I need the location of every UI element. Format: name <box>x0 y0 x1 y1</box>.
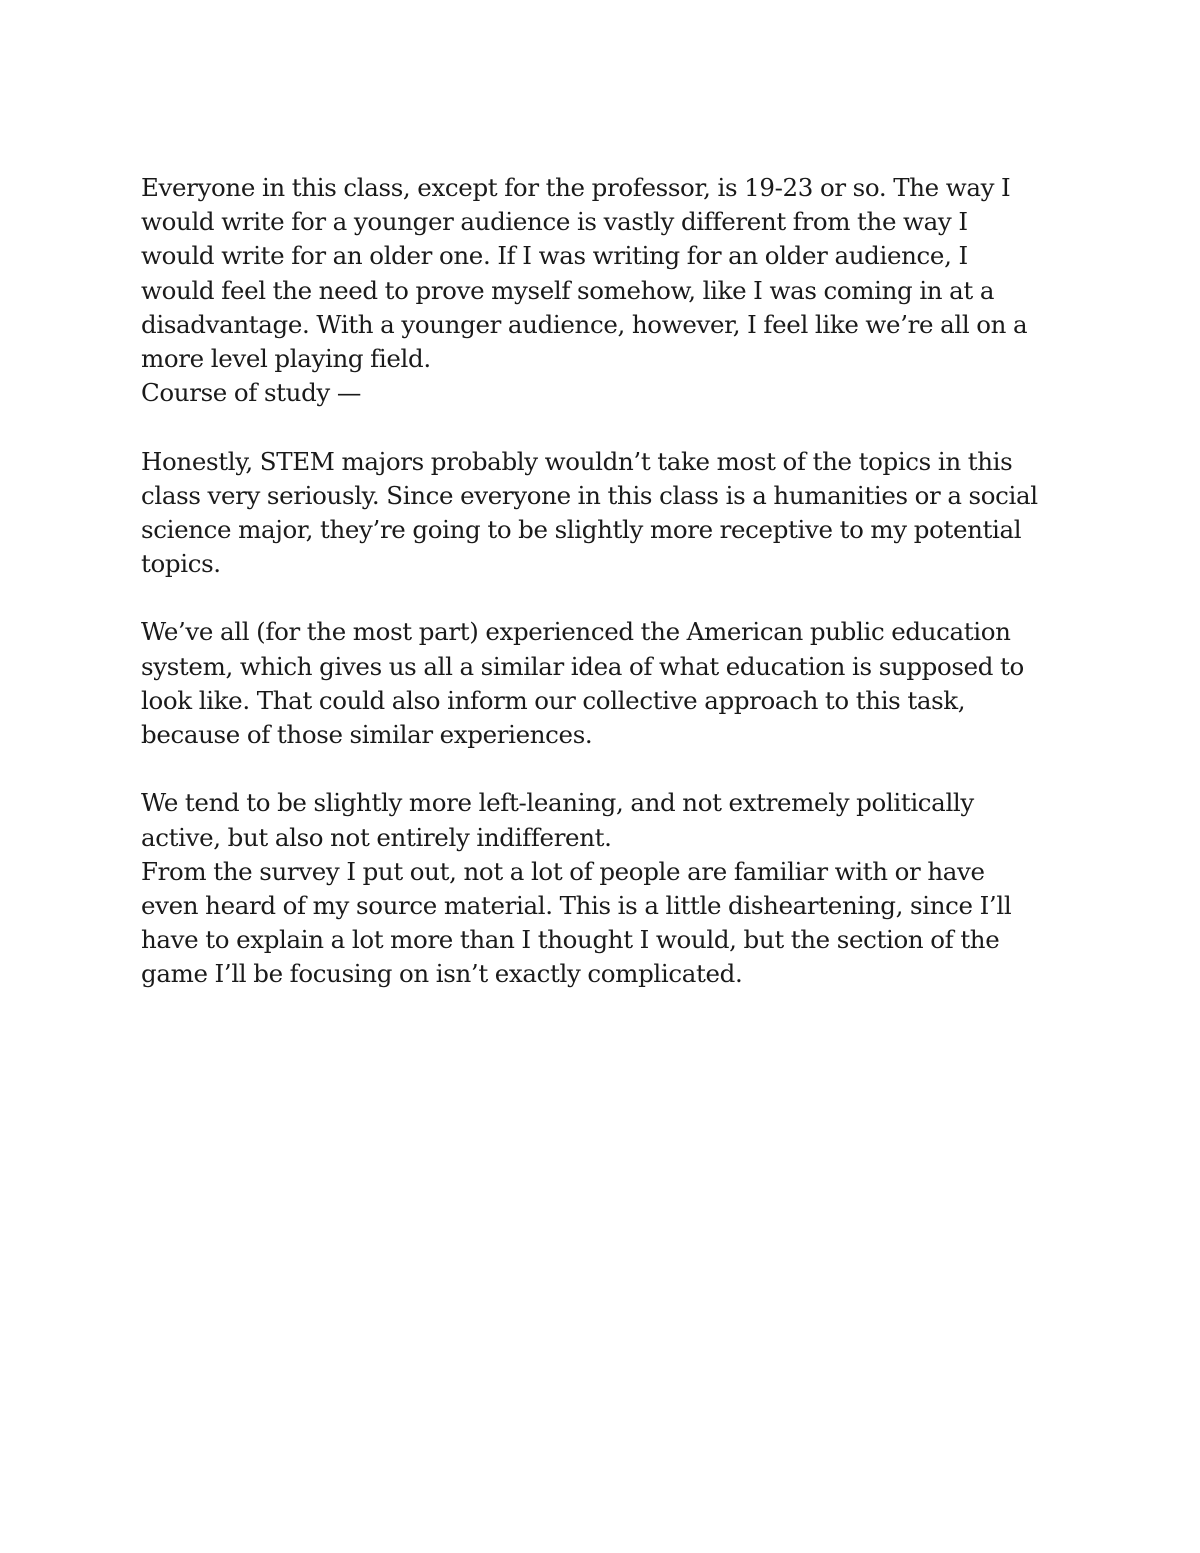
text-line: active, but also not entirely indifferent. <box>141 822 612 852</box>
text-line: would write for an older one. If I was writing for an older audience, I <box>141 241 968 271</box>
text-line: disadvantage. With a younger audience, however, I feel like we’re all on a <box>141 309 1028 339</box>
section-heading: Course of study — <box>141 378 362 408</box>
text-line: Honestly, STEM majors probably wouldn’t take most of the topics in this <box>141 446 1013 476</box>
text-line: game I’ll be focusing on isn’t exactly complicated. <box>141 959 743 989</box>
text-line: system, which gives us all a similar idea of what education is supposed to <box>141 651 1024 681</box>
text-line: would feel the need to prove myself somehow, like I was coming in at a <box>141 275 995 305</box>
text-line: look like. That could also inform our collective approach to this task, <box>141 685 966 715</box>
text-line: We’ve all (for the most part) experienced the American public education <box>141 617 1011 647</box>
text-line: even heard of my source material. This is a little disheartening, since I’ll <box>141 890 1012 920</box>
blank-line <box>141 752 1061 786</box>
text-line: would write for a younger audience is vastly different from the way I <box>141 207 968 237</box>
text-line: From the survey I put out, not a lot of people are familiar with or have <box>141 856 985 886</box>
text-line: Everyone in this class, except for the professor, is 19-23 or so. The way I <box>141 173 1011 202</box>
text-line: class very seriously. Since everyone in this class is a humanities or a social <box>141 480 1038 510</box>
text-line: science major, they’re going to be slightly more receptive to my potential <box>141 514 1022 544</box>
text-line: more level playing field. <box>141 343 431 373</box>
blank-line <box>141 410 1061 444</box>
blank-line <box>141 581 1061 615</box>
document-body <box>141 171 1061 992</box>
text-line: have to explain a lot more than I thought I would, but the section of the <box>141 925 1000 955</box>
text-line: topics. <box>141 549 221 579</box>
text-line: We tend to be slightly more left-leaning, and not extremely politically <box>141 788 974 818</box>
text-line: because of those similar experiences. <box>141 720 593 749</box>
